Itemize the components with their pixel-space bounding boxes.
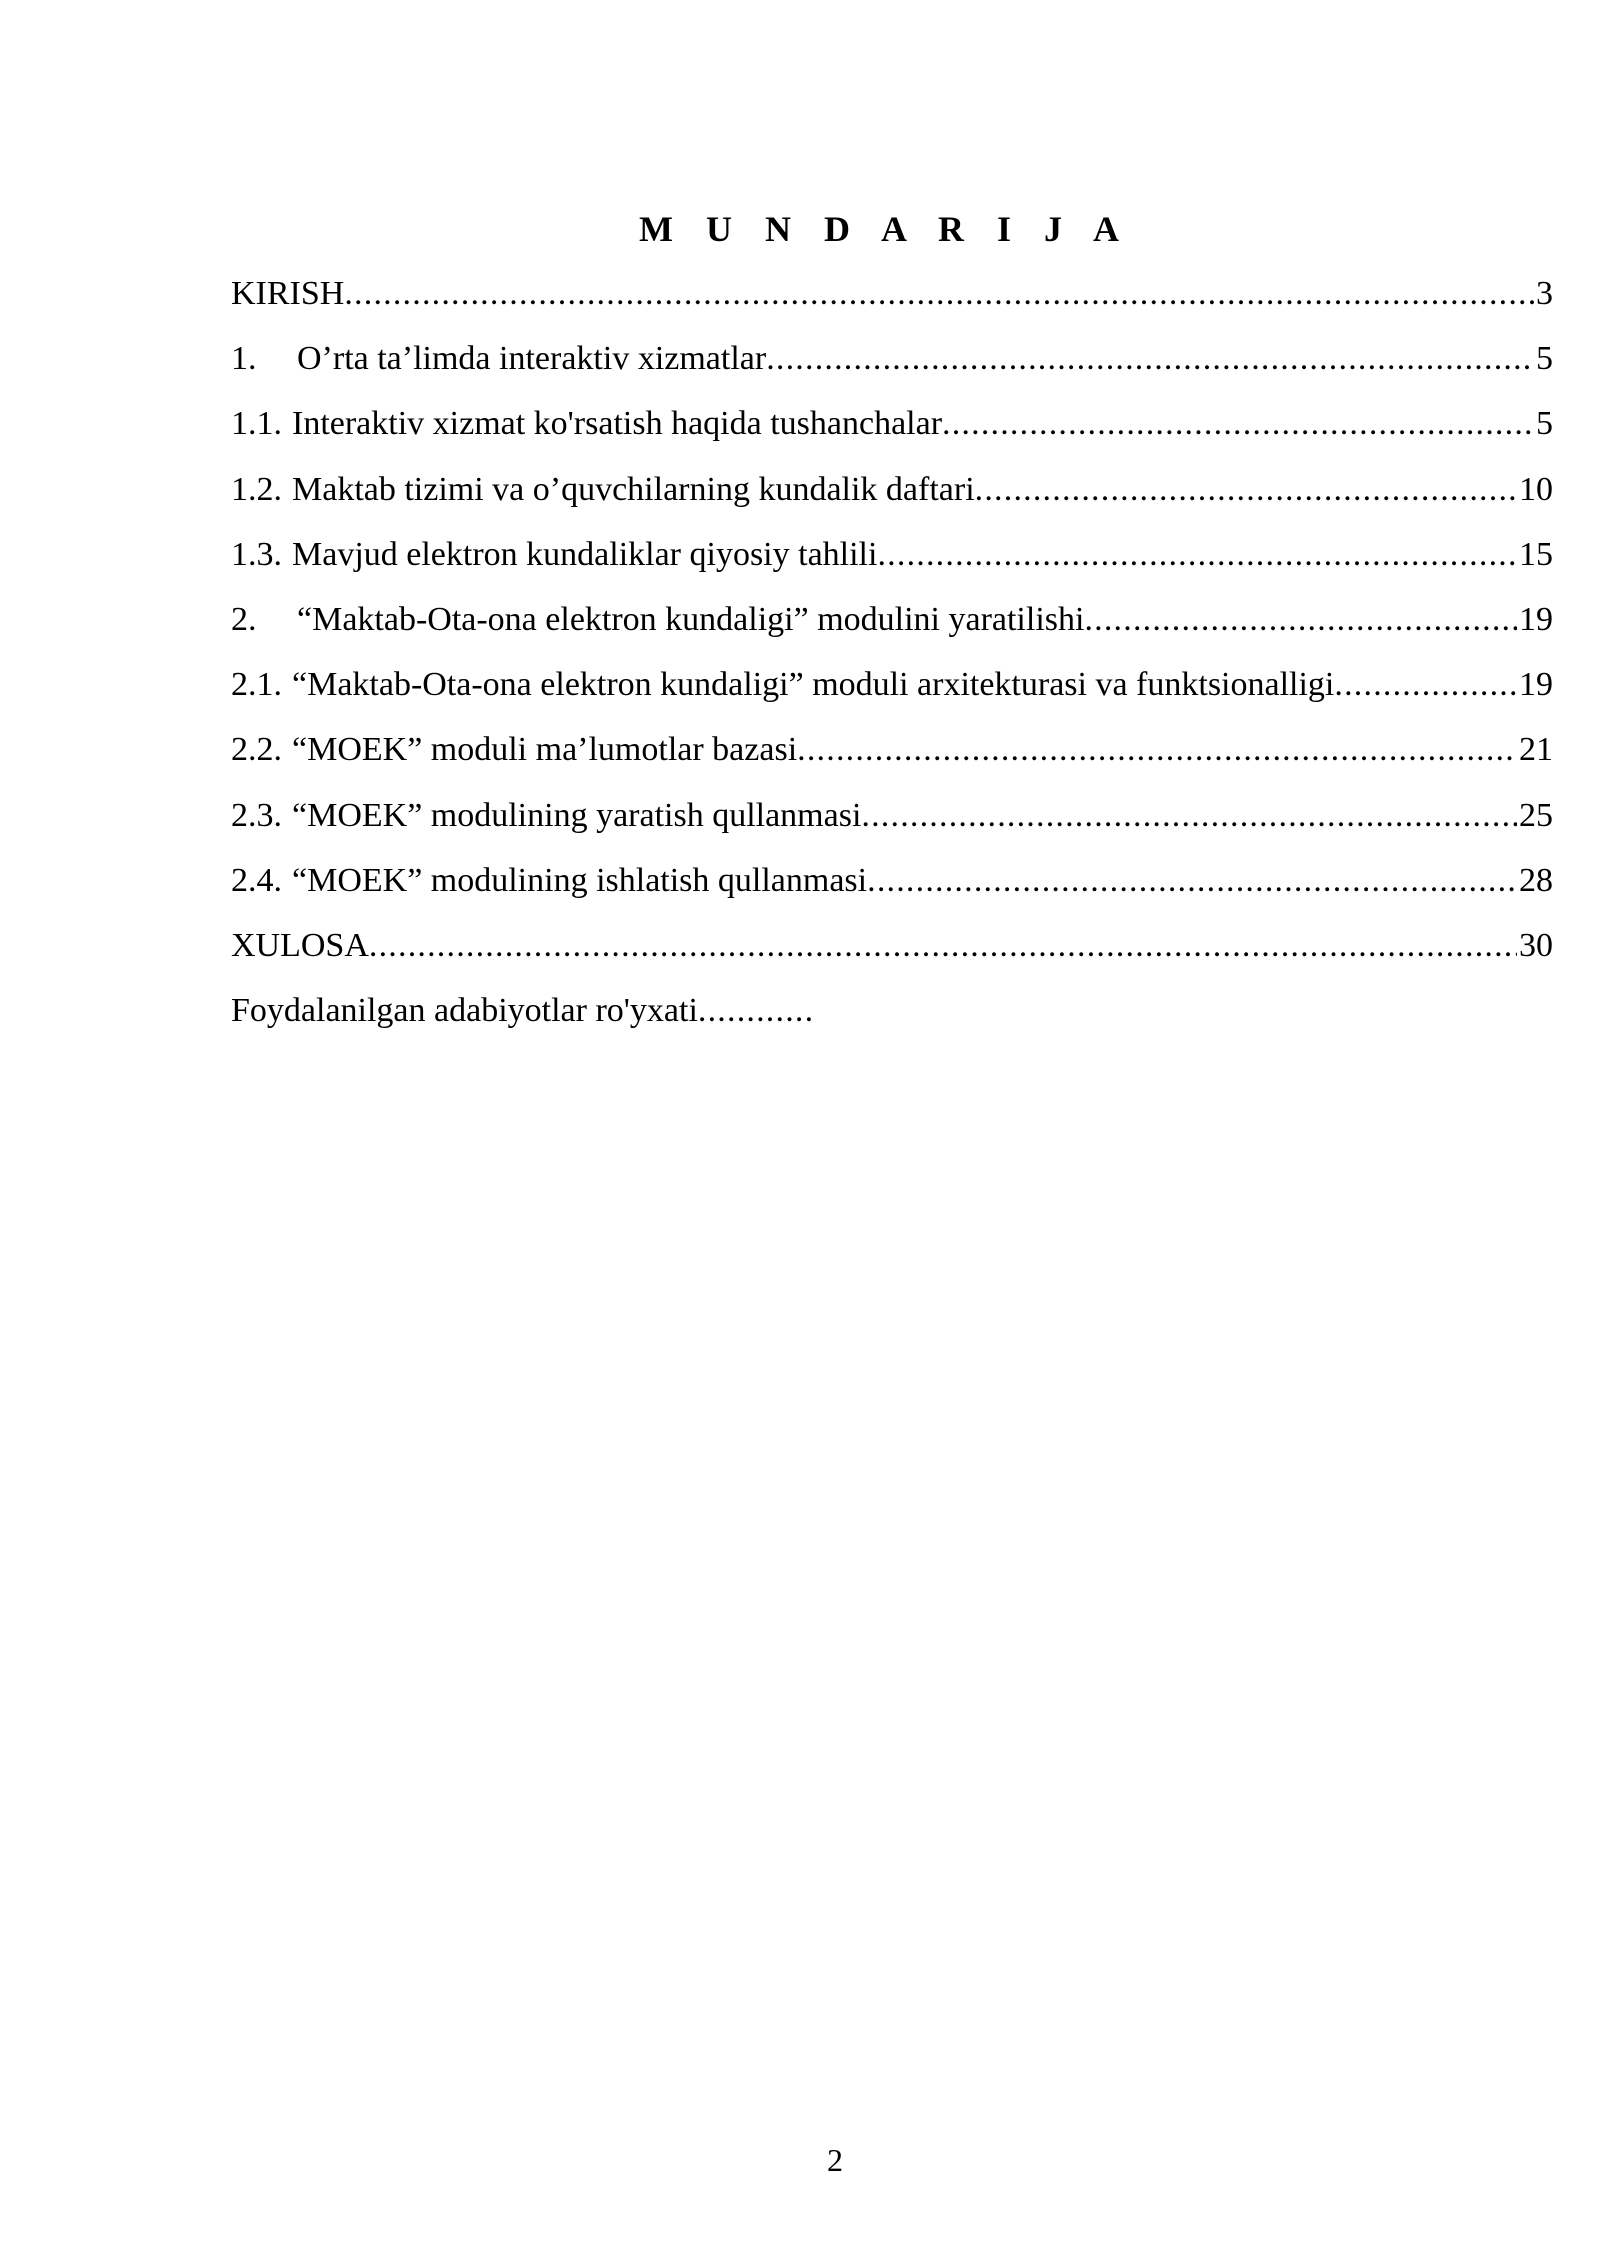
toc-leader-dots (861, 790, 1517, 842)
toc-entry-page: 5 (1536, 340, 1553, 378)
toc-entry-number: 1.3. (231, 535, 282, 573)
page-number: 2 (827, 2142, 843, 2178)
toc-entry-number: 1.1. (231, 405, 282, 443)
toc-leader-dots (975, 464, 1517, 516)
toc-entry[interactable] (231, 398, 1553, 463)
toc-leader-dots (867, 855, 1517, 907)
toc-entry[interactable] (231, 855, 1553, 920)
toc-entry-number: 1.2. (231, 470, 282, 508)
toc-leader-dots (942, 398, 1534, 450)
table-of-contents (231, 268, 1553, 1050)
toc-leader-dots (766, 333, 1534, 385)
toc-entry-number: 2.3. (231, 796, 282, 834)
toc-leader-dots (698, 985, 816, 1037)
toc-leader-dots (1084, 594, 1517, 646)
toc-entry-text: Maktab tizimi va o’quvchilarning kundalik daftari (292, 470, 975, 508)
toc-entry[interactable] (231, 920, 1553, 985)
toc-entry-page: 25 (1519, 796, 1553, 834)
toc-entry-number: 2.2. (231, 731, 282, 769)
toc-entry-page: 3 (1536, 275, 1553, 312)
toc-entry[interactable] (231, 724, 1553, 789)
toc-entry-page: 10 (1519, 470, 1553, 508)
toc-entry[interactable] (231, 985, 1553, 1050)
toc-entry-text: Foydalanilgan adabiyotlar ro'yxati (231, 992, 698, 1030)
toc-entry[interactable] (231, 464, 1553, 529)
toc-leader-dots (344, 268, 1534, 320)
toc-entry-page: 28 (1519, 861, 1553, 899)
toc-entry-text: O’rta ta’limda interaktiv xizmatlar (297, 340, 767, 378)
toc-entry-page: 5 (1536, 405, 1553, 443)
toc-entry[interactable] (231, 333, 1553, 398)
toc-entry-text: KIRISH (231, 275, 345, 312)
toc-entry-number: 1. (231, 340, 257, 378)
toc-entry-page: 21 (1519, 731, 1553, 769)
toc-entry-text: Mavjud elektron kundaliklar qiyosiy tahlili (292, 535, 878, 573)
toc-entry-text: “MOEK” modulining yaratish qullanmasi (292, 796, 862, 834)
toc-entry-page: 19 (1519, 666, 1553, 704)
toc-entry-number: 2.1. (231, 666, 282, 704)
toc-entry[interactable] (231, 268, 1553, 333)
toc-entry-page: 30 (1519, 926, 1553, 964)
toc-entry-number: 2.4. (231, 861, 282, 899)
toc-entry-page: 15 (1519, 535, 1553, 573)
toc-entry-text: “MOEK” moduli ma’lumotlar bazasi (292, 731, 798, 769)
toc-entry-text: “Maktab-Ota-ona elektron kundaligi” moduli arxitekturasi va funktsionalligi (292, 666, 1335, 704)
toc-entry-text: “MOEK” modulining ishlatish qullanmasi (292, 861, 868, 899)
toc-entry-number: 2. (231, 600, 257, 638)
toc-entry[interactable] (231, 659, 1553, 724)
toc-entry[interactable] (231, 790, 1553, 855)
toc-entry-text: XULOSA (231, 926, 369, 964)
toc-entry-text: Interaktiv xizmat ko'rsatish haqida tushanchalar (292, 405, 943, 443)
toc-entry-text: “Maktab-Ota-ona elektron kundaligi” modulini yaratilishi (297, 600, 1085, 638)
toc-entry[interactable] (231, 594, 1553, 659)
toc-entry-page: 19 (1519, 600, 1553, 638)
toc-leader-dots (877, 529, 1517, 581)
toc-title: M U N D A R I J A (638, 209, 1132, 249)
toc-entry[interactable] (231, 529, 1553, 594)
toc-leader-dots (1334, 659, 1517, 711)
toc-leader-dots (369, 920, 1517, 972)
toc-leader-dots (797, 724, 1517, 776)
